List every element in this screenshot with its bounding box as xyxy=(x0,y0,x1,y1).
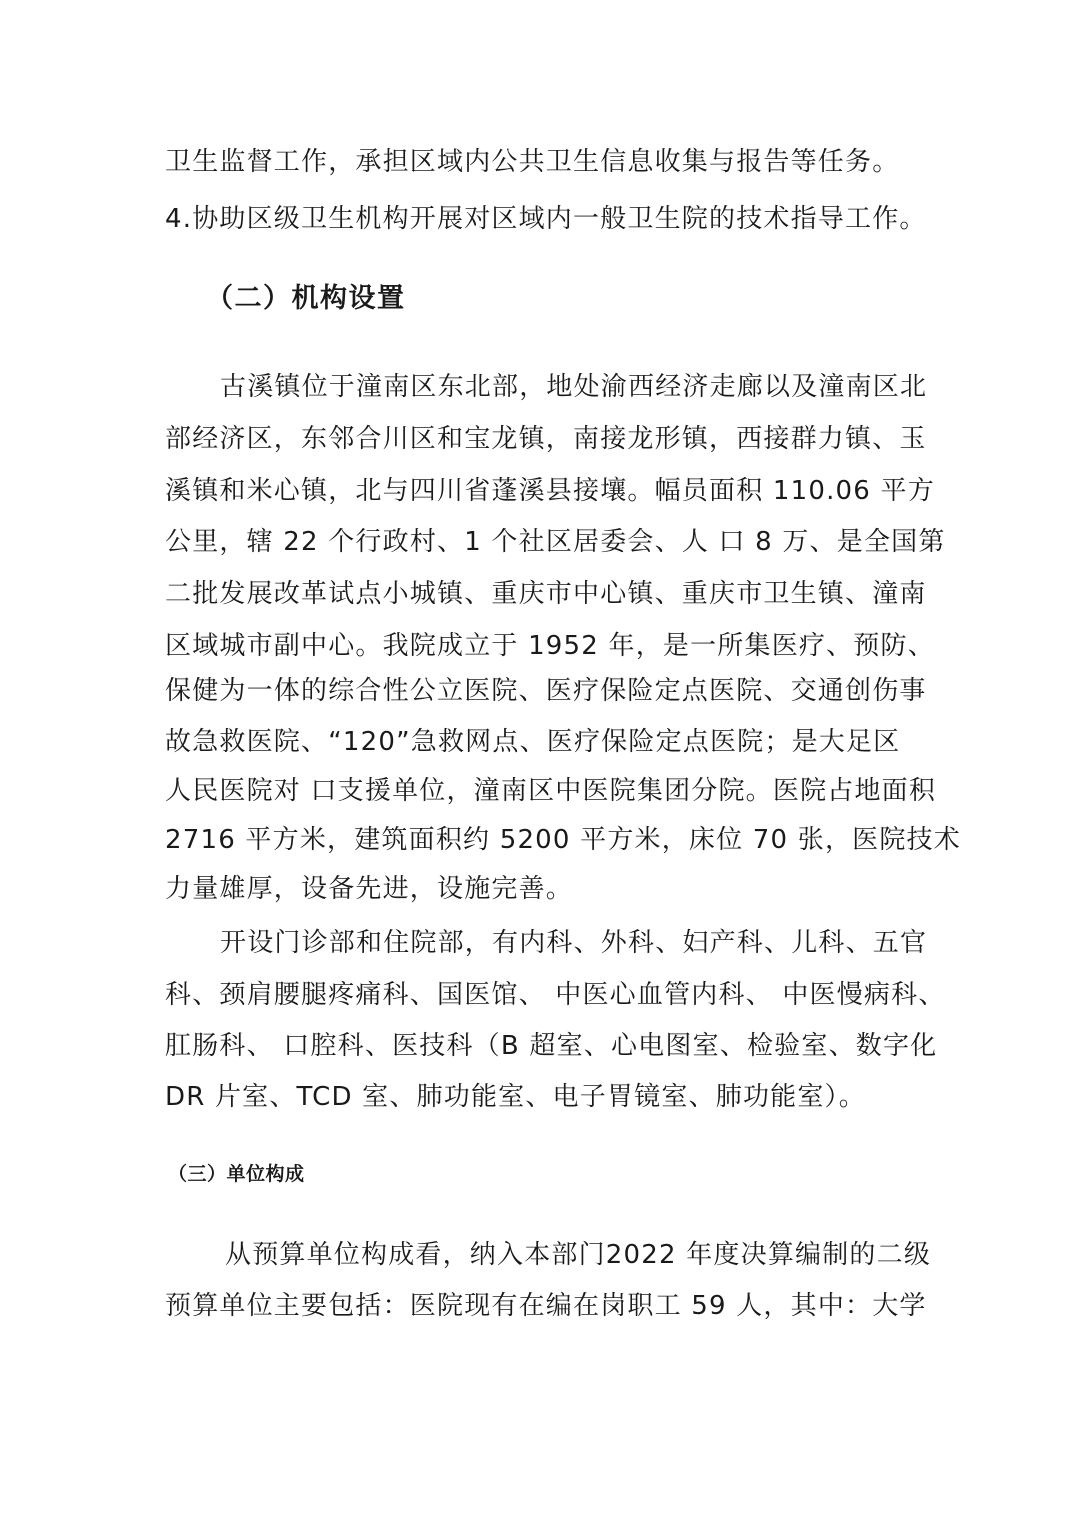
paragraph-line: 溪镇和米心镇，北与四川省蓬溪县接壤。幅员面积 110.06 平方 xyxy=(165,476,935,506)
paragraph-line: 开设门诊部和住院部，有内科、外科、妇产科、儿科、五官 xyxy=(220,928,928,958)
section-heading-composition: （三）单位构成 xyxy=(168,1163,305,1185)
paragraph-line: 保健为一体的综合性公立医院、医疗保险定点医院、交通创伤事 xyxy=(165,676,927,706)
paragraph-line: 肛肠科、 口腔科、医技科（B 超室、心电图室、检验室、数字化 xyxy=(165,1031,938,1061)
paragraph-line: 从预算单位构成看，纳入本部门2022 年度决算编制的二级 xyxy=(225,1240,932,1270)
intro-line-1: 卫生监督工作，承担区域内公共卫生信息收集与报告等任务。 xyxy=(165,147,900,177)
paragraph-line: 二批发展改革试点小城镇、重庆市中心镇、重庆市卫生镇、潼南 xyxy=(165,579,927,609)
intro-line-2: 4.协助区级卫生机构开展对区域内一般卫生院的技术指导工作。 xyxy=(165,204,927,234)
paragraph-line: 人民医院对 口支援单位，潼南区中医院集团分院。医院占地面积 xyxy=(165,776,937,806)
section-heading-organization: （二）机构设置 xyxy=(206,283,406,314)
paragraph-line: 科、颈肩腰腿疼痛科、国医馆、 中医心血管内科、 中医慢病科、 xyxy=(165,980,946,1010)
paragraph-line: 公里，辖 22 个行政村、1 个社区居委会、人 口 8 万、是全国第 xyxy=(165,527,946,557)
paragraph-line: 预算单位主要包括：医院现有在编在岗职工 59 人，其中：大学 xyxy=(165,1291,927,1321)
paragraph-line: 力量雄厚，设备先进，设施完善。 xyxy=(165,874,574,904)
paragraph-line: 区域城市副中心。我院成立于 1952 年，是一所集医疗、预防、 xyxy=(165,631,935,661)
paragraph-line: 故急救医院、“120”急救网点、医疗保险定点医院；是大足区 xyxy=(165,727,901,757)
paragraph-line: 古溪镇位于潼南区东北部，地处渝西经济走廊以及潼南区北 xyxy=(220,372,928,402)
paragraph-line: 2716 平方米，建筑面积约 5200 平方米，床位 70 张，医院技术 xyxy=(165,825,961,855)
paragraph-line: DR 片室、TCD 室、肺功能室、电子胃镜室、肺功能室）。 xyxy=(165,1082,866,1112)
paragraph-line: 部经济区，东邻合川区和宝龙镇，南接龙形镇，西接群力镇、玉 xyxy=(165,424,927,454)
